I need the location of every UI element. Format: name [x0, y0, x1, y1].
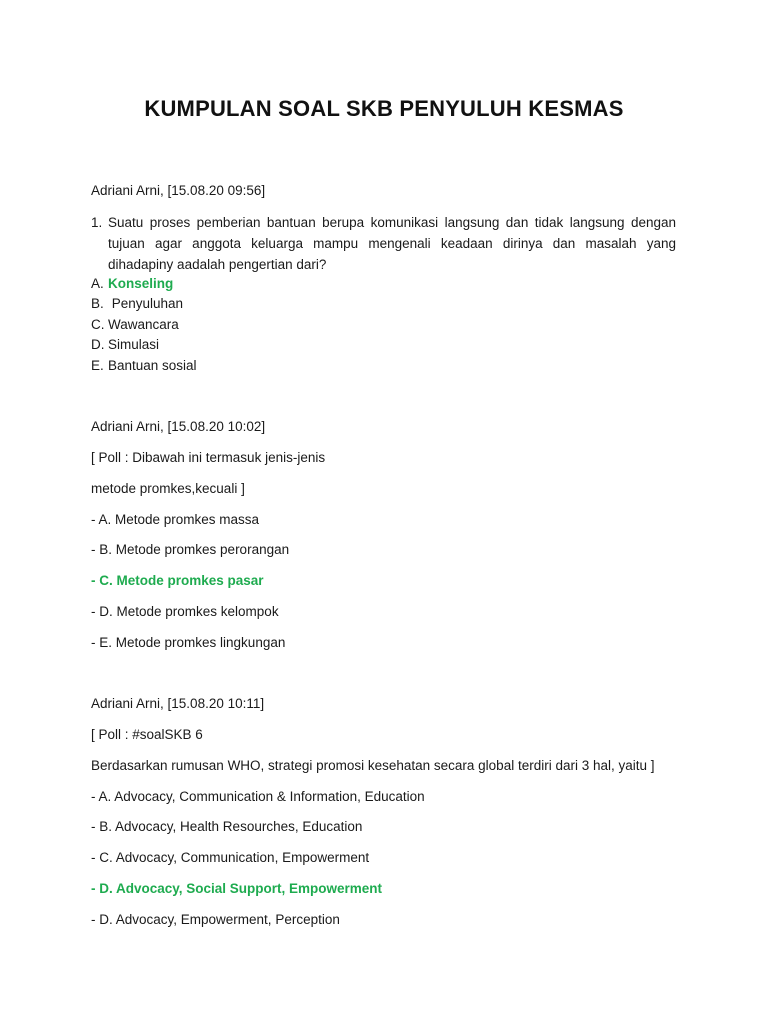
q2-option-d: - D. Metode promkes kelompok [91, 604, 279, 619]
q1-option-d-text: Simulasi [108, 337, 160, 352]
q3-option-d-alt: - D. Advocacy, Empowerment, Perception [91, 912, 340, 927]
q1-option-d-letter: D. [91, 337, 105, 352]
q1-option-a-letter: A. [91, 276, 104, 291]
q2-option-e: - E. Metode promkes lingkungan [91, 635, 286, 650]
q2-header: Adriani Arni, [15.08.20 10:02] [91, 419, 266, 434]
q2-option-b: - B. Metode promkes perorangan [91, 542, 290, 557]
q3-header: Adriani Arni, [15.08.20 10:11] [91, 696, 265, 711]
q1-option-e-letter: E. [91, 358, 104, 373]
q1-option-e [91, 357, 197, 375]
q1-option-b-text: Penyuluhan [108, 296, 184, 311]
q3-question-line-2: Berdasarkan rumusan WHO, strategi promosi kesehatan secara global terdiri dari 3 hal, yaitu ] [91, 758, 655, 773]
q3-option-d-correct: - D. Advocacy, Social Support, Empowerment [91, 881, 383, 896]
q2-question-line-1: [ Poll : Dibawah ini termasuk jenis-jenis [91, 450, 326, 465]
q3-option-b: - B. Advocacy, Health Resourches, Education [91, 819, 363, 834]
q1-option-c-letter: C. [91, 317, 105, 332]
q1-option-c-text: Wawancara [108, 317, 179, 332]
q3-option-a: - A. Advocacy, Communication & Information, Education [91, 789, 425, 804]
q1-option-a [91, 275, 173, 293]
q1-question-text: Suatu proses pemberian bantuan berupa komunikasi langsung dan tidak langsung dengan tujuan agar anggota keluarga mampu mengenali keadaan dirinya dan masalah yang dihadapiny aadalah pengertian dari? [108, 215, 676, 272]
q1-option-d [91, 336, 159, 354]
q3-question-line-1: [ Poll : #soalSKB 6 [91, 727, 203, 742]
q1-option-a-text-correct: Konseling [108, 276, 174, 291]
q1-option-b [91, 295, 183, 313]
q2-option-c-correct: - C. Metode promkes pasar [91, 573, 264, 588]
q2-option-a: - A. Metode promkes massa [91, 512, 260, 527]
q2-question-line-2: metode promkes,kecuali ] [91, 481, 245, 496]
q3-option-c: - C. Advocacy, Communication, Empowerment [91, 850, 370, 865]
q1-header: Adriani Arni, [15.08.20 09:56] [91, 183, 266, 198]
q1-number: 1. [91, 215, 103, 230]
q1-option-e-text: Bantuan sosial [108, 358, 197, 373]
q1-option-b-letter: B. [91, 296, 104, 311]
q1-option-c [91, 316, 179, 334]
page-title: KUMPULAN SOAL SKB PENYULUH KESMAS [144, 96, 624, 121]
